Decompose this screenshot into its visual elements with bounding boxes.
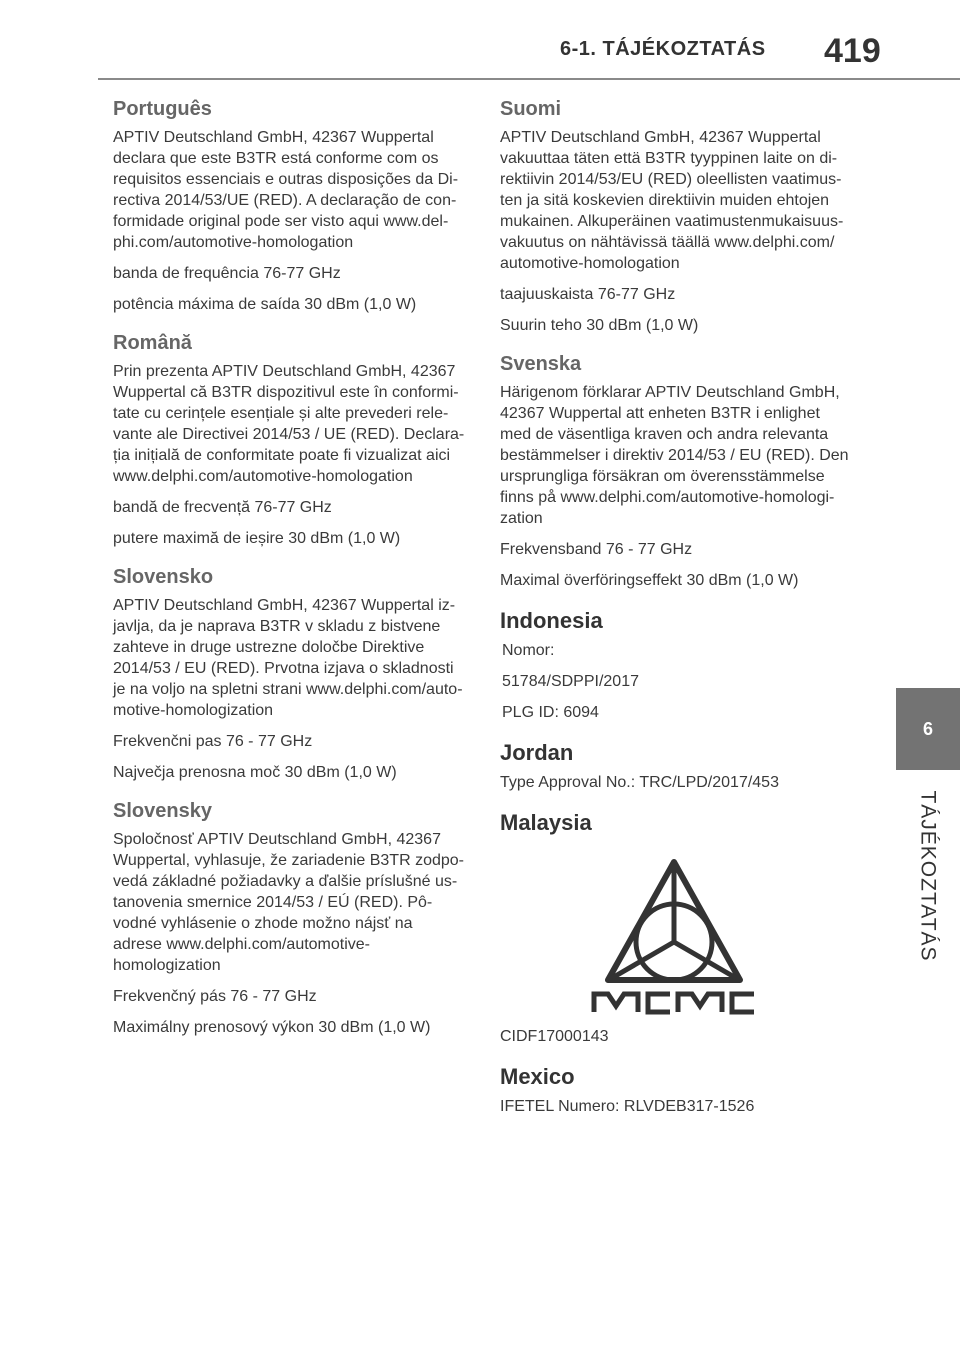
mcmc-logo-graphic [586, 856, 762, 1016]
section-body: APTIV Deutschland GmbH, 42367 Wuppertal iz-javlja, da je naprava B3TR v skladu z bistvene zahteve in druge ustrezne določbe Direktive 2014/53 / EU (RED). Prvotna izjava o skladnosti je na voljo na spletni strani www.delphi.com/auto-motive-homologization [113, 597, 463, 719]
section-heading: Malaysia [500, 810, 592, 835]
section-jordan [500, 740, 852, 793]
section-slovensko [113, 566, 465, 783]
section-malaysia [500, 810, 852, 1047]
section-mexico [500, 1064, 852, 1117]
max-power: potência máxima de saída 30 dBm (1,0 W) [113, 296, 417, 313]
section-heading: Jordan [500, 740, 574, 765]
section-portugues [113, 98, 465, 315]
max-power: Maximálny prenosový výkon 30 dBm (1,0 W) [113, 1019, 431, 1036]
section-romana [113, 332, 465, 549]
section-indonesia [500, 608, 852, 723]
frequency-band: banda de frequência 76-77 GHz [113, 265, 341, 282]
plg-id: PLG ID: 6094 [502, 704, 599, 721]
type-approval: Type Approval No.: TRC/LPD/2017/453 [500, 774, 779, 791]
frequency-band: Frekvenčni pas 76 - 77 GHz [113, 733, 313, 750]
section-suomi [500, 98, 852, 336]
frequency-band: bandă de frecvență 76-77 GHz [113, 499, 332, 516]
max-power: Suurin teho 30 dBm (1,0 W) [500, 317, 699, 334]
frequency-band: Frekvenčný pás 76 - 77 GHz [113, 988, 317, 1005]
section-heading: Slovensky [113, 800, 212, 822]
section-body: Spoločnosť APTIV Deutschland GmbH, 42367 Wuppertal, vyhlasuje, že zariadenie B3TR zodpo-vedá základné požiadavky a ďalšie príslušné us-tanovenia smernice 2014/53 / EÚ (RED). Pô-vodné vyhlásenie o zhode možno nájsť na adrese www.delphi.com/automotive-homologization [113, 831, 464, 974]
section-heading: Svenska [500, 353, 582, 375]
chapter-side-label-text: TÁJÉKOZTATÁS [917, 790, 941, 962]
section-body: APTIV Deutschland GmbH, 42367 Wuppertal declara que este B3TR está conforme com os requisitos essenciais e outras disposições da Di-rectiva 2014/53/UE (RED). A declaração de con-formidade original pode ser visto aqui www.del-phi.com/automotive-homologation [113, 129, 459, 251]
max-power: Maximal överföringseffekt 30 dBm (1,0 W) [500, 572, 799, 589]
section-body: Prin prezenta APTIV Deutschland GmbH, 42367 Wuppertal că B3TR dispozitivul este în conformi-tate cu cerințele esențiale și alte prevederi rele-vante ale Directivei 2014/53 / UE (RED). Declara-ția inițială de conformitate poate fi vizualizat aici www.delphi.com/automotive-homologation [113, 363, 465, 485]
section-heading: Slovensko [113, 566, 214, 588]
page-number: 419 [824, 32, 881, 70]
cidf-number: CIDF17000143 [500, 1028, 609, 1045]
section-svenska [500, 353, 852, 591]
mcmc-logo [586, 856, 762, 1016]
frequency-band: Frekvensband 76 - 77 GHz [500, 541, 693, 558]
frequency-band: taajuuskaista 76-77 GHz [500, 286, 676, 303]
max-power: Največja prenosna moč 30 dBm (1,0 W) [113, 764, 397, 781]
section-heading: Português [113, 98, 212, 120]
right-column [500, 98, 852, 1134]
section-heading: Indonesia [500, 608, 603, 633]
section-heading: Suomi [500, 98, 562, 120]
header-divider [98, 78, 960, 80]
page-header-title: 6-1. TÁJÉKOZTATÁS [560, 38, 766, 60]
nomor-value: 51784/SDPPI/2017 [502, 673, 639, 690]
chapter-tab: 6 [896, 688, 960, 770]
chapter-side-label [896, 790, 960, 962]
left-column [113, 98, 465, 1055]
section-slovensky [113, 800, 465, 1038]
nomor-label: Nomor: [502, 642, 555, 659]
section-heading: Mexico [500, 1064, 575, 1089]
section-heading: Română [113, 332, 192, 354]
max-power: putere maximă de ieșire 30 dBm (1,0 W) [113, 530, 401, 547]
section-body: APTIV Deutschland GmbH, 42367 Wuppertal vakuuttaa täten että B3TR tyyppinen laite on di-rektiivin 2014/53/EU (RED) oleellisten vaatimus-ten ja sitä koskevien direktiivin muiden ehtojen mukainen. Alkuperäinen vaatimustenmukaisuus-vakuutus on nähtävissä täällä www.delphi.com/ automotive-homologation [500, 129, 844, 272]
ifetel-number: IFETEL Numero: RLVDEB317-1526 [500, 1098, 755, 1115]
section-body: Härigenom förklarar APTIV Deutschland GmbH, 42367 Wuppertal att enheten B3TR i enlighet med de väsentliga kraven och andra relevanta bestämmelser i direktiv 2014/53 / EU (RED). Den ursprungliga försäkran om överensstämmelse finns på www.delphi.com/automotive-homologi-zation [500, 384, 849, 527]
